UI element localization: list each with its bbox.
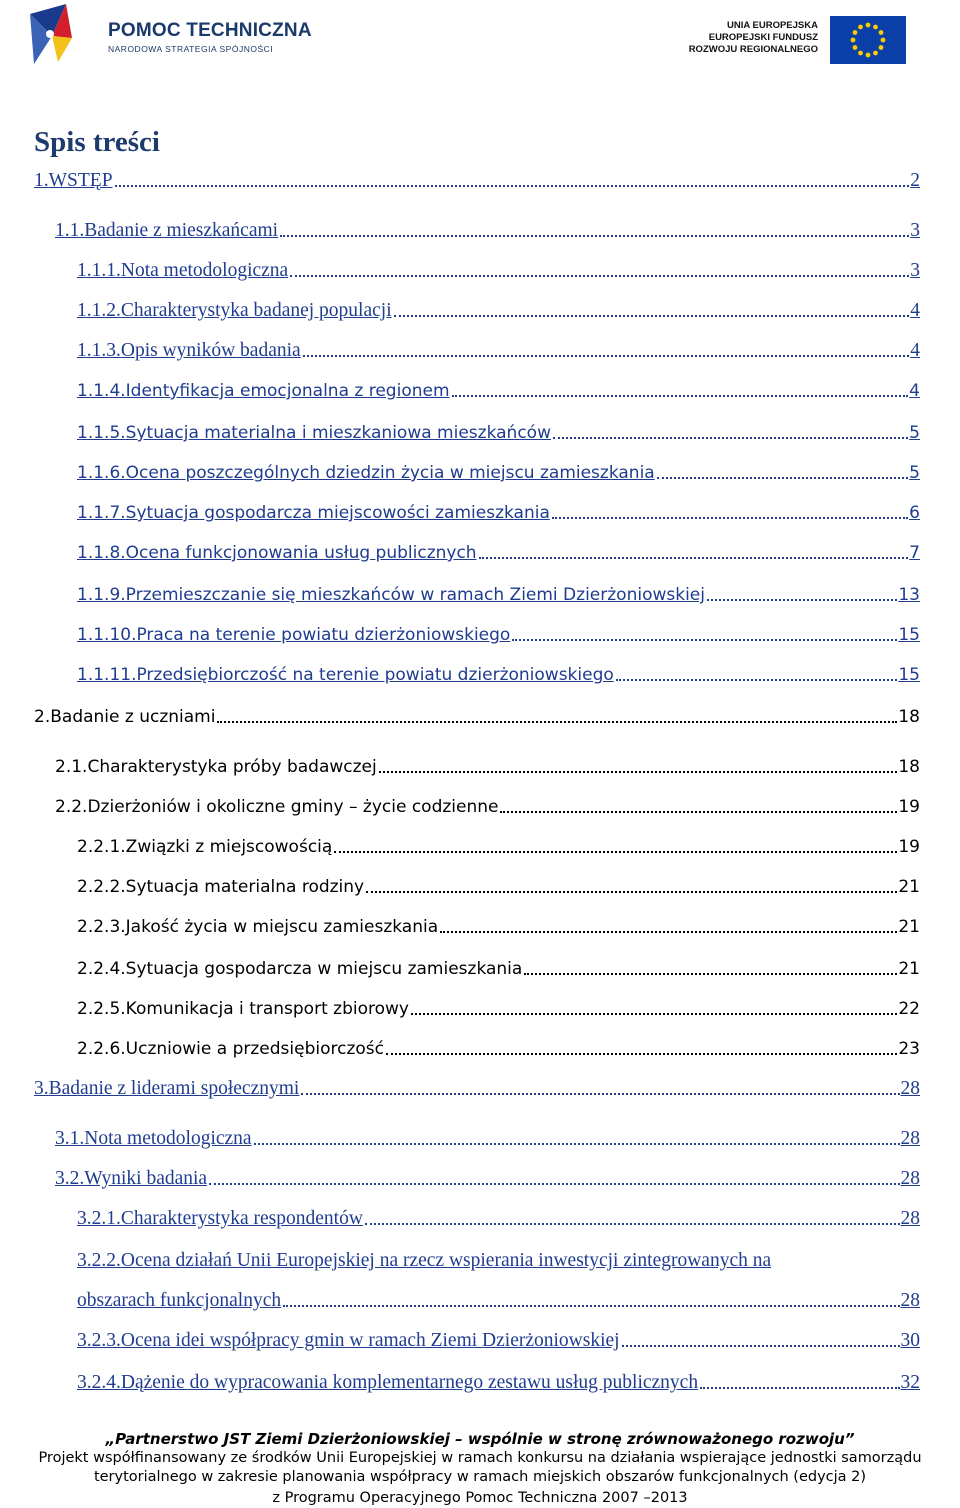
toc-entry[interactable] <box>34 166 920 192</box>
toc-entry-number: 2. <box>34 707 51 727</box>
toc-page-number: 22 <box>898 999 920 1019</box>
toc-page-number: 21 <box>898 917 920 937</box>
toc-page-number: 21 <box>898 877 920 897</box>
toc-entry-title <box>55 1128 252 1150</box>
toc-dot-leader <box>512 639 897 641</box>
pomoc-techniczna-name: POMOC TECHNICZNA <box>108 20 312 41</box>
toc-entry-title <box>77 542 477 564</box>
toc-entry-number: 2.2.2. <box>77 877 126 897</box>
toc-page-number: 4 <box>910 300 920 321</box>
toc-entry-text: Badanie z uczniami <box>50 707 216 727</box>
eu-logo-line3: ROZWOJU REGIONALNEGO <box>688 44 818 55</box>
toc-page-number: 18 <box>898 707 920 727</box>
toc-entry-text: Przedsiębiorczość na terenie powiatu dzierżoniowskiego <box>136 665 614 685</box>
toc-entry[interactable] <box>77 660 920 686</box>
toc-entry-text: Przemieszczanie się mieszkańców w ramach Ziemi Dzierżoniowskiej <box>125 585 705 605</box>
toc-entry-text: obszarach funkcjonalnych <box>77 1290 282 1311</box>
toc-entry-number: 2.2.6. <box>77 1039 126 1059</box>
toc-entry[interactable] <box>77 1326 920 1352</box>
eu-logo-text <box>689 20 818 56</box>
toc-dot-leader <box>707 599 897 601</box>
toc-page-number: 28 <box>900 1128 920 1149</box>
toc-entry-title <box>77 260 288 282</box>
toc-entry[interactable] <box>77 376 920 402</box>
toc-entry-number: 2.2.1. <box>77 837 126 857</box>
toc-entry-title <box>77 300 392 322</box>
toc-entry-title <box>34 170 113 192</box>
toc-entry-number: 3. <box>34 1078 49 1099</box>
toc-dot-leader <box>500 811 897 813</box>
toc-entry-number: 1.1.7. <box>77 503 126 523</box>
toc-entry-title <box>77 998 409 1020</box>
toc-entry-title <box>77 1038 384 1060</box>
toc-entry-text: Identyfikacja emocjonalna z regionem <box>125 381 450 401</box>
toc-entry-text: Jakość życia w miejscu zamieszkania <box>125 917 439 937</box>
toc-page-number: 4 <box>909 381 920 401</box>
toc-page-number: 13 <box>898 585 920 605</box>
toc-dot-leader <box>394 315 910 317</box>
toc-dot-leader <box>552 517 908 519</box>
eu-logo <box>688 14 908 66</box>
toc-entry[interactable] <box>77 580 920 606</box>
toc-entry-title <box>77 1372 698 1394</box>
toc-dot-leader <box>524 973 897 975</box>
toc-entry-title <box>77 462 655 484</box>
toc-entry-title <box>34 1078 299 1100</box>
toc-dot-leader <box>290 275 909 277</box>
toc-page-number: 5 <box>909 423 920 443</box>
pomoc-techniczna-logo <box>28 4 312 64</box>
toc-page-number: 15 <box>898 625 920 645</box>
toc-entry[interactable] <box>55 216 920 242</box>
toc-entry[interactable] <box>77 336 920 362</box>
toc-page-number: 28 <box>900 1208 920 1229</box>
toc-entry-title <box>77 380 450 402</box>
toc-entry-text: Badanie z mieszkańcami <box>84 220 279 241</box>
toc-entry[interactable] <box>77 458 920 484</box>
toc-entry-text: Sytuacja gospodarcza miejscowości zamieszkania <box>125 503 550 523</box>
footer-funding-line3: z Programu Operacyjnego Pomoc Techniczna 2007 –2013 <box>272 1490 688 1506</box>
toc-entry-number: 3.2.3. <box>77 1330 121 1351</box>
toc-entry-number: 1.1.10. <box>77 625 137 645</box>
toc-entry-number: 1.1.6. <box>77 463 126 483</box>
toc-entry-number: 1.1.11. <box>77 665 137 685</box>
toc-page-number: 5 <box>909 463 920 483</box>
toc-dot-leader <box>700 1387 899 1389</box>
toc-entry-title <box>34 706 215 728</box>
toc-entry-number: 1.1. <box>55 220 85 241</box>
toc-entry-title <box>55 756 377 778</box>
toc-entry-number: 3.2. <box>55 1168 85 1189</box>
toc-entry-text: Charakterystyka badanej populacji <box>120 300 392 321</box>
toc-entry[interactable] <box>77 872 920 898</box>
toc-entry-text: Nota metodologiczna <box>120 260 289 281</box>
toc-dot-leader <box>386 1053 897 1055</box>
toc-entry[interactable] <box>77 1286 920 1312</box>
toc-entry-title <box>77 916 438 938</box>
toc-entry-text: Komunikacja i transport zbiorowy <box>125 999 409 1019</box>
toc-page-number: 19 <box>898 797 920 817</box>
toc-entry-number: 2.2. <box>55 797 88 817</box>
toc-entry-title <box>77 502 550 524</box>
toc-entry-title <box>77 1330 620 1352</box>
toc-entry-title <box>77 958 522 980</box>
toc-page-number: 30 <box>900 1330 920 1351</box>
toc-entry-number: 2.2.3. <box>77 917 126 937</box>
toc-dot-leader <box>616 679 898 681</box>
toc-entry[interactable] <box>77 498 920 524</box>
toc-page-number: 28 <box>900 1290 920 1311</box>
toc-dot-leader <box>209 1183 899 1185</box>
toc-dot-leader <box>657 477 908 479</box>
toc-dot-leader <box>479 557 909 559</box>
toc-entry-number: 1.1.1. <box>77 260 121 281</box>
toc-entry-number: 3.2.1. <box>77 1208 121 1229</box>
toc-entry-text: Sytuacja materialna rodziny <box>125 877 365 897</box>
toc-entry-number: 1. <box>34 170 49 191</box>
toc-entry-text: Ocena idei współpracy gmin w ramach Ziemi Dzierżoniowskiej <box>120 1330 620 1351</box>
footer-funding-line2: terytorialnego w zakresie planowania współpracy w ramach miejskich obszarów funkcjonalnych (edycja 2) <box>93 1469 867 1485</box>
toc-entry[interactable] <box>77 418 920 444</box>
toc-entry-text: Uczniowie a przedsiębiorczość <box>125 1039 384 1059</box>
eu-flag-icon <box>830 16 906 64</box>
toc-page-number: 32 <box>900 1372 920 1393</box>
toc-entry-number: 1.1.8. <box>77 543 126 563</box>
toc-entry[interactable] <box>77 994 920 1020</box>
toc-page-number: 19 <box>898 837 920 857</box>
toc-entry[interactable] <box>77 1368 920 1394</box>
toc-dot-leader <box>280 235 909 237</box>
toc-page-number: 23 <box>898 1039 920 1059</box>
toc-entry-text: Ocena poszczególnych dziedzin życia w miejscu zamieszkania <box>125 463 655 483</box>
toc-dot-leader <box>283 1305 899 1307</box>
toc-dot-leader <box>440 931 897 933</box>
toc-entry[interactable] <box>77 1204 920 1230</box>
toc-entry[interactable] <box>55 1164 920 1190</box>
toc-entry-number: 1.1.9. <box>77 585 126 605</box>
toc-entry[interactable] <box>55 1124 920 1150</box>
eu-logo-line1: UNIA EUROPEJSKA <box>727 20 818 31</box>
toc-dot-leader <box>411 1013 897 1015</box>
toc-entry[interactable] <box>77 954 920 980</box>
pomoc-techniczna-emblem-icon <box>28 4 88 64</box>
toc-entry[interactable] <box>77 538 920 564</box>
toc-entry-text: WSTĘP <box>48 170 113 191</box>
toc-dot-leader <box>303 355 910 357</box>
toc-dot-leader <box>217 721 897 723</box>
toc-entry-number: 2.2.5. <box>77 999 126 1019</box>
toc-entry-title <box>77 1250 771 1272</box>
toc-page-number: 6 <box>909 503 920 523</box>
toc-page-number: 3 <box>910 220 920 241</box>
toc-entry[interactable] <box>34 1074 920 1100</box>
toc-entry[interactable] <box>77 256 920 282</box>
toc-entry-number: 3.2.4. <box>77 1372 121 1393</box>
toc-dot-leader <box>379 771 898 773</box>
toc-entry-title <box>77 422 551 444</box>
footer-funding-line1: Projekt współfinansowany ze środków Unii Europejskiej w ramach konkursu na działania wspierające jednostki samorządu <box>38 1450 922 1466</box>
toc-entry[interactable] <box>77 296 920 322</box>
toc-entry-title <box>77 584 705 606</box>
toc-dot-leader <box>254 1143 900 1145</box>
toc-entry-text: Dzierżoniów i okoliczne gminy – życie codzienne <box>87 797 499 817</box>
toc-entry[interactable] <box>77 1034 920 1060</box>
toc-entry[interactable] <box>77 1246 771 1272</box>
toc-entry-number: 1.1.4. <box>77 381 126 401</box>
footer-project-title: „Partnerstwo JST Ziemi Dzierżoniowskiej – wspólnie w stronę zrównoważonego rozwoju” <box>105 1430 855 1448</box>
toc-entry-title <box>77 836 332 858</box>
toc-entry[interactable] <box>34 702 920 728</box>
toc-entry-number: 1.1.3. <box>77 340 121 361</box>
toc-entry-text: Charakterystyka respondentów <box>120 1208 363 1229</box>
toc-dot-leader <box>115 185 910 187</box>
toc-entry-number: 3.1. <box>55 1128 85 1149</box>
toc-dot-leader <box>553 437 908 439</box>
toc-dot-leader <box>366 891 897 893</box>
toc-entry-text: Charakterystyka próby badawczej <box>87 757 377 777</box>
page-header <box>0 0 960 80</box>
toc-entry-title <box>77 1208 363 1230</box>
toc-entry-title <box>55 1168 207 1190</box>
toc-entry-text: Dążenie do wypracowania komplementarnego zestawu usług publicznych <box>120 1372 699 1393</box>
toc-page-number: 21 <box>898 959 920 979</box>
toc-entry[interactable] <box>55 792 920 818</box>
toc-entry[interactable] <box>55 752 920 778</box>
toc-entry-text: Sytuacja materialna i mieszkaniowa mieszkańców <box>125 423 551 443</box>
toc-page-number: 7 <box>909 543 920 563</box>
toc-entry-number: 1.1.5. <box>77 423 126 443</box>
toc-entry-title <box>77 624 510 646</box>
toc-entry-text: Ocena działań Unii Europejskiej na rzecz wspierania inwestycji zintegrowanych na <box>120 1250 772 1271</box>
toc-entry-text: Praca na terenie powiatu dzierżoniowskiego <box>136 625 511 645</box>
pomoc-techniczna-subtitle: NARODOWA STRATEGIA SPÓJNOŚCI <box>108 44 274 54</box>
toc-page-number: 2 <box>910 170 920 191</box>
toc-entry-text: Sytuacja gospodarcza w miejscu zamieszkania <box>125 959 523 979</box>
toc-entry-title <box>77 340 301 362</box>
toc-dot-leader <box>622 1345 900 1347</box>
toc-entry-text: Opis wyników badania <box>120 340 301 361</box>
toc-page-number: 28 <box>900 1168 920 1189</box>
toc-entry[interactable] <box>77 620 920 646</box>
toc-entry[interactable] <box>77 912 920 938</box>
toc-dot-leader <box>365 1223 900 1225</box>
toc-page-number: 15 <box>898 665 920 685</box>
toc-entry-text: Badanie z liderami społecznymi <box>48 1078 300 1099</box>
toc-entry-text: Związki z miejscowością <box>125 837 333 857</box>
eu-logo-line2: EUROPEJSKI FUNDUSZ <box>708 32 818 43</box>
toc-entry-title <box>55 220 278 242</box>
toc-page-number: 18 <box>898 757 920 777</box>
toc-page-number: 28 <box>900 1078 920 1099</box>
toc-page-number: 3 <box>910 260 920 281</box>
toc-dot-leader <box>334 851 897 853</box>
toc-entry-number: 1.1.2. <box>77 300 121 321</box>
toc-entry-number: 3.2.2. <box>77 1250 121 1271</box>
toc-entry-number: 2.2.4. <box>77 959 126 979</box>
toc-page-number: 4 <box>910 340 920 361</box>
toc-entry-title <box>77 664 614 686</box>
toc-title: Spis treści <box>34 126 160 158</box>
toc-entry-title <box>77 1290 281 1312</box>
toc-entry-number: 2.1. <box>55 757 88 777</box>
toc-entry-text: Wyniki badania <box>84 1168 208 1189</box>
toc-entry-title <box>77 876 364 898</box>
toc-dot-leader <box>452 395 909 397</box>
toc-dot-leader <box>301 1093 899 1095</box>
toc-entry-text: Ocena funkcjonowania usług publicznych <box>125 543 477 563</box>
toc-entry[interactable] <box>77 832 920 858</box>
toc-entry-text: Nota metodologiczna <box>84 1128 252 1149</box>
toc-entry-title <box>55 796 498 818</box>
